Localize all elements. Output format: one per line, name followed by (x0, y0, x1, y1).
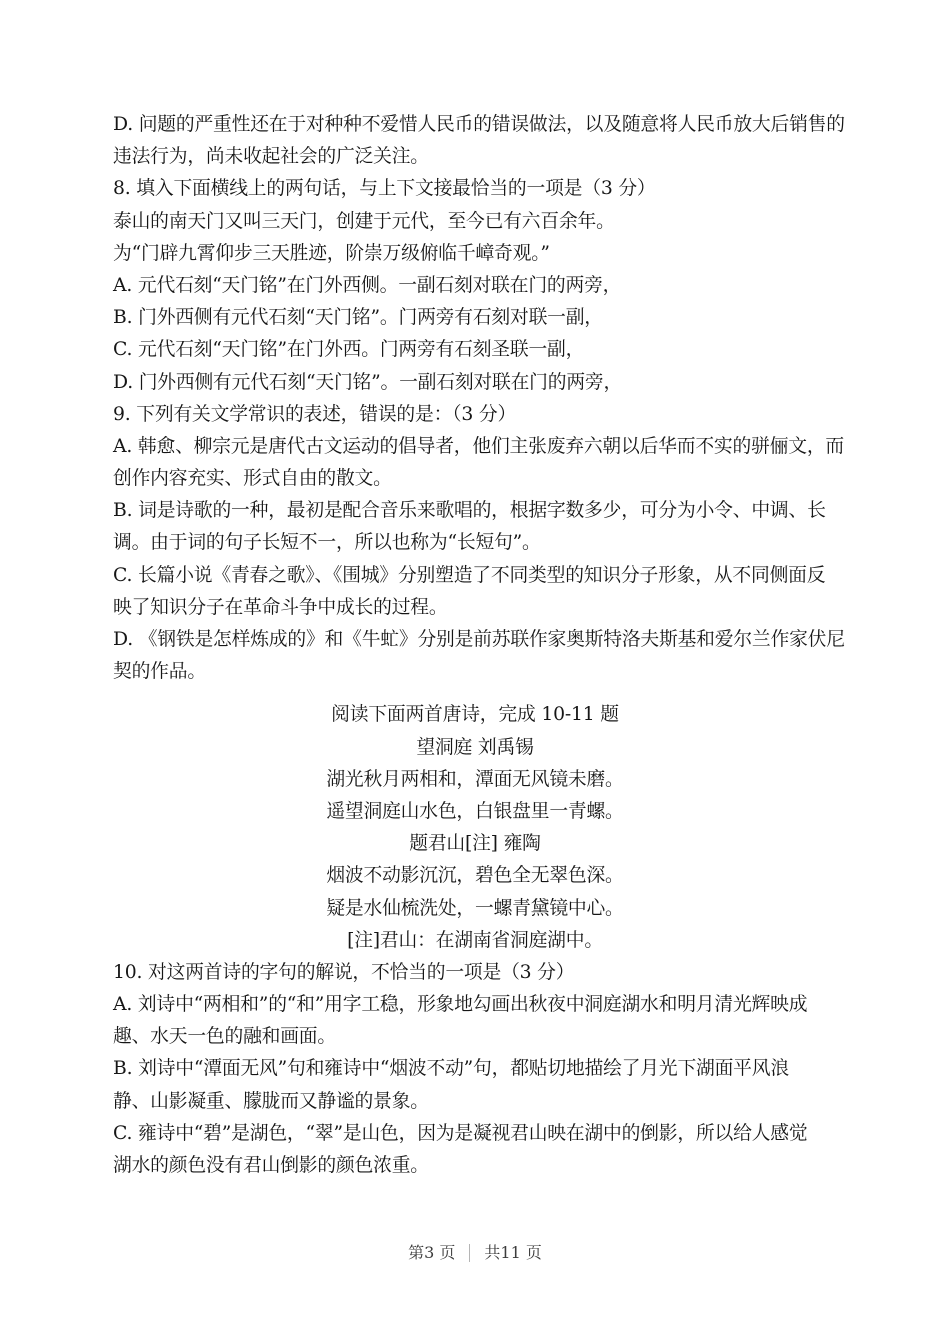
poem1-title-author: 望洞庭 刘禹锡 (416, 736, 534, 758)
q10-option-b-cont: 静、山影凝重、朦胧而又静谧的景象。 (113, 1090, 429, 1112)
q8-context-line1: 泰山的南天门又叫三天门，创建于元代，至今已有六百余年。 (113, 210, 615, 232)
q10-option-c: C. 雍诗中“碧”是湖色，“翠”是山色，因为是凝视君山映在湖中的倒影，所以给人感觉 (113, 1122, 808, 1144)
q9-option-b: B. 词是诗歌的一种，最初是配合音乐来歌唱的，根据字数多少，可分为小令、中调、长 (113, 500, 826, 522)
q7-option-d-text: D. 问题的严重性还在于对种种不爱惜人民币的错误做法，以及随意将人民币放大后销售的 (113, 114, 845, 135)
q10-option-c-cont: 湖水的颜色没有君山倒影的颜色浓重。 (113, 1155, 429, 1176)
q8-context-line2: 为“门辟九霄仰步三天胜迹，阶崇万级俯临千嶂奇观。” (113, 242, 550, 264)
page-number-total: 共11 页 (484, 1243, 542, 1262)
q9-option-c: C. 长篇小说《青春之歌》、《围城》分别塑造了不同类型的知识分子形象，从不同侧面反 (113, 564, 826, 586)
q9-option-d: D. 《钢铁是怎样炼成的》和《牛虻》分别是前苏联作家奥斯特洛夫斯基和爱尔兰作家伏尼 (113, 629, 845, 650)
q9-stem: 9. 下列有关文学常识的表述，错误的是：（3 分） (113, 403, 517, 425)
q9-option-a: A. 韩愈、柳宗元是唐代古文运动的倡导者，他们主张废弃六朝以后华而不实的骈俪文，而 (113, 435, 844, 457)
q7-option-d-cont: 违法行为，尚未收起社会的广泛关注。 (113, 146, 429, 168)
q10-option-b: B. 刘诗中“潭面无风”句和雍诗中“烟波不动”句，都贴切地描绘了月光下湖面平风浪 (113, 1058, 789, 1080)
q8-stem: 8. 填入下面横线上的两句话，与上下文接最恰当的一项是（3 分） (113, 178, 656, 200)
poem2-line1: 烟波不动影沉沉，碧色全无翠色深。 (326, 865, 624, 887)
q10-option-a-cont: 趣、水天一色的融和画面。 (113, 1026, 336, 1048)
q9-option-b-cont: 调。由于词的句子长短不一，所以也称为“长短句”。 (113, 532, 541, 554)
footer-divider-line (469, 1244, 470, 1262)
q8-option-d: D. 门外西侧有元代石刻“天门铭”。一副石刻对联在门的两旁， (113, 371, 623, 393)
q8-option-c: C. 元代石刻“天门铭”在门外西。门两旁有石刻圣联一副， (113, 339, 585, 361)
q8-option-b: B. 门外西侧有元代石刻“天门铭”。门两旁有石刻对联一副， (113, 307, 603, 329)
page-number-current: 第3 页 (408, 1243, 456, 1262)
q10-stem: 10. 对这两首诗的字句的解说，不恰当的一项是（3 分） (113, 961, 575, 983)
poem-note: [注]君山：在湖南省洞庭湖中。 (347, 929, 603, 951)
q9-option-d-cont: 契的作品。 (113, 661, 206, 683)
reading-instruction: 阅读下面两首唐诗，完成 10-11 题 (331, 704, 619, 726)
document-body (113, 109, 845, 1182)
page-footer (0, 1240, 950, 1266)
q9-option-c-cont: 映了知识分子在革命斗争中成长的过程。 (113, 596, 448, 618)
poem2-line2: 疑是水仙梳洗处，一螺青黛镜中心。 (326, 897, 624, 919)
q10-option-a: A. 刘诗中“两相和”的“和”用字工稳，形象地勾画出秋夜中洞庭湖水和明月清光辉映成 (113, 994, 808, 1016)
poem1-line2: 遥望洞庭山水色，白银盘里一青螺。 (326, 800, 624, 822)
poem1-line1: 湖光秋月两相和，潭面无风镜未磨。 (326, 768, 624, 790)
q8-option-a: A. 元代石刻“天门铭”在门外西侧。一副石刻对联在门的两旁， (113, 274, 622, 296)
q9-option-a-cont: 创作内容充实、形式自由的散文。 (113, 468, 392, 490)
poem2-title-author: 题君山[注] 雍陶 (409, 833, 541, 855)
